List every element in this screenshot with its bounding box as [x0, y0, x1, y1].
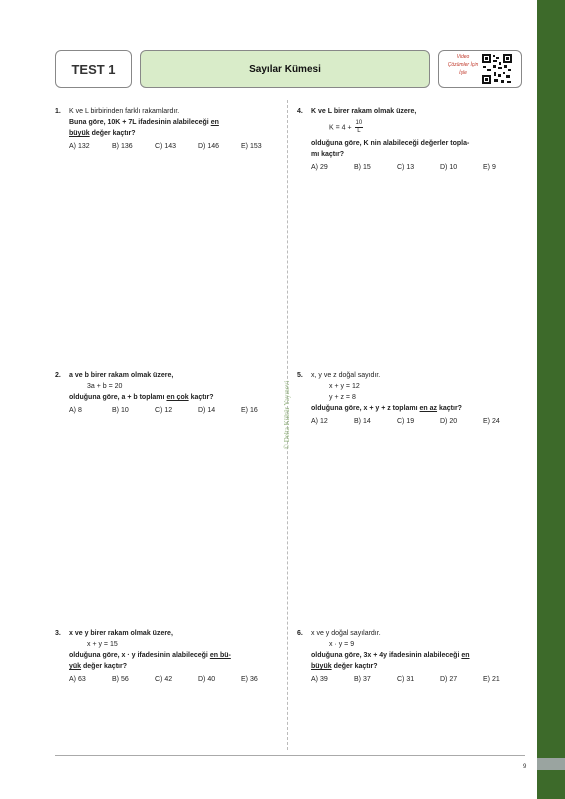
answer-option-d[interactable]: D) 27 — [440, 676, 458, 683]
answer-option-a[interactable]: A) 39 — [311, 676, 328, 683]
question-stem: a ve b birer rakam olmak üzere, — [69, 372, 174, 379]
answer-option-c[interactable]: C) 12 — [155, 407, 173, 414]
equation: x · y = 9 — [329, 641, 355, 648]
answer-option-b[interactable]: B) 37 — [354, 676, 371, 683]
question-number: 5. — [297, 372, 303, 379]
question-stem: K ve L birbirinden farklı rakamlardır. — [69, 108, 180, 115]
question-1 — [55, 106, 285, 152]
title-box — [140, 50, 430, 88]
question-4 — [297, 106, 527, 173]
page-number: 9 — [523, 764, 527, 770]
question-prompt: yük değer kaçtır? — [69, 663, 127, 670]
answer-option-a[interactable]: A) 12 — [311, 418, 328, 425]
answer-options — [311, 162, 527, 173]
question-number: 4. — [297, 108, 303, 115]
question-prompt: olduğuna göre, a + b toplamı en çok kaçtır? — [69, 394, 214, 401]
answer-option-d[interactable]: D) 146 — [198, 143, 220, 150]
test-label: TEST 1 — [71, 61, 116, 77]
answer-option-b[interactable]: B) 14 — [354, 418, 371, 425]
answer-option-c[interactable]: C) 42 — [155, 676, 173, 683]
answer-option-d[interactable]: D) 10 — [440, 164, 458, 171]
answer-options — [69, 405, 285, 416]
question-prompt: mı kaçtır? — [311, 151, 345, 158]
answer-option-e[interactable]: E) 24 — [483, 418, 500, 425]
answer-option-e[interactable]: E) 21 — [483, 676, 500, 683]
question-number: 6. — [297, 630, 303, 637]
question-stem: x ve y birer rakam olmak üzere, — [69, 630, 173, 637]
equation: K = 4 + $\frac{10}{L}$ — [329, 120, 363, 134]
answer-option-e[interactable]: E) 153 — [241, 143, 262, 150]
answer-option-e[interactable]: E) 9 — [483, 164, 496, 171]
question-3 — [55, 628, 285, 685]
question-number: 1. — [55, 108, 61, 115]
answer-options — [69, 141, 285, 152]
page-edge-tab — [537, 758, 565, 770]
question-6 — [297, 628, 527, 685]
answer-option-c[interactable]: C) 143 — [155, 143, 177, 150]
question-prompt: Buna göre, 10K + 7L ifadesinin alabileceği en — [69, 119, 219, 126]
page-edge-bar — [537, 0, 565, 799]
equation: x + y = 12 — [329, 383, 360, 390]
answer-option-e[interactable]: E) 16 — [241, 407, 258, 414]
answer-option-b[interactable]: B) 56 — [112, 676, 129, 683]
equation: x + y = 15 — [87, 641, 118, 648]
answer-option-c[interactable]: C) 19 — [397, 418, 415, 425]
footer-rule — [55, 755, 525, 756]
equation: 3a + b = 20 — [87, 383, 123, 390]
question-stem: K ve L birer rakam olmak üzere, — [311, 108, 417, 115]
question-number: 2. — [55, 372, 61, 379]
page-title: Sayılar Kümesi — [249, 63, 321, 75]
answer-option-a[interactable]: A) 63 — [69, 676, 86, 683]
answer-option-a[interactable]: A) 29 — [311, 164, 328, 171]
answer-options — [69, 674, 285, 685]
question-prompt: olduğuna göre, 3x + 4y ifadesinin alabileceği en — [311, 652, 470, 659]
answer-option-d[interactable]: D) 14 — [198, 407, 216, 414]
question-number: 3. — [55, 630, 61, 637]
answer-option-b[interactable]: B) 136 — [112, 143, 133, 150]
equation: y + z = 8 — [329, 394, 356, 401]
question-prompt: büyük değer kaçtır? — [69, 130, 136, 137]
answer-option-b[interactable]: B) 15 — [354, 164, 371, 171]
video-solutions-text: Video Çözümler İçin İşle — [447, 54, 479, 76]
question-prompt: olduğuna göre, K nin alabileceği değerler topla- — [311, 140, 470, 147]
answer-option-c[interactable]: C) 31 — [397, 676, 415, 683]
answer-option-a[interactable]: A) 8 — [69, 407, 82, 414]
question-5 — [297, 370, 527, 427]
answer-option-d[interactable]: D) 40 — [198, 676, 216, 683]
answer-option-d[interactable]: D) 20 — [440, 418, 458, 425]
answer-options — [311, 416, 527, 427]
answer-option-b[interactable]: B) 10 — [112, 407, 129, 414]
question-2 — [55, 370, 285, 416]
video-solutions-box[interactable] — [438, 50, 522, 88]
question-stem: x, y ve z doğal sayıdır. — [311, 372, 381, 379]
answer-options — [311, 674, 527, 685]
question-prompt: olduğuna göre, x · y ifadesinin alabileceği en bü- — [69, 652, 231, 659]
answer-option-c[interactable]: C) 13 — [397, 164, 415, 171]
question-prompt: büyük değer kaçtır? — [311, 663, 378, 670]
answer-option-a[interactable]: A) 132 — [69, 143, 90, 150]
qr-code-icon[interactable] — [481, 53, 513, 85]
question-prompt: olduğuna göre, x + y + z toplamı en az kaçtır? — [311, 405, 462, 412]
question-stem: x ve y doğal sayılardır. — [311, 630, 381, 637]
publisher-watermark: © Delta Kültür Yayınevi — [283, 380, 291, 450]
test-label-box — [55, 50, 132, 88]
answer-option-e[interactable]: E) 36 — [241, 676, 258, 683]
